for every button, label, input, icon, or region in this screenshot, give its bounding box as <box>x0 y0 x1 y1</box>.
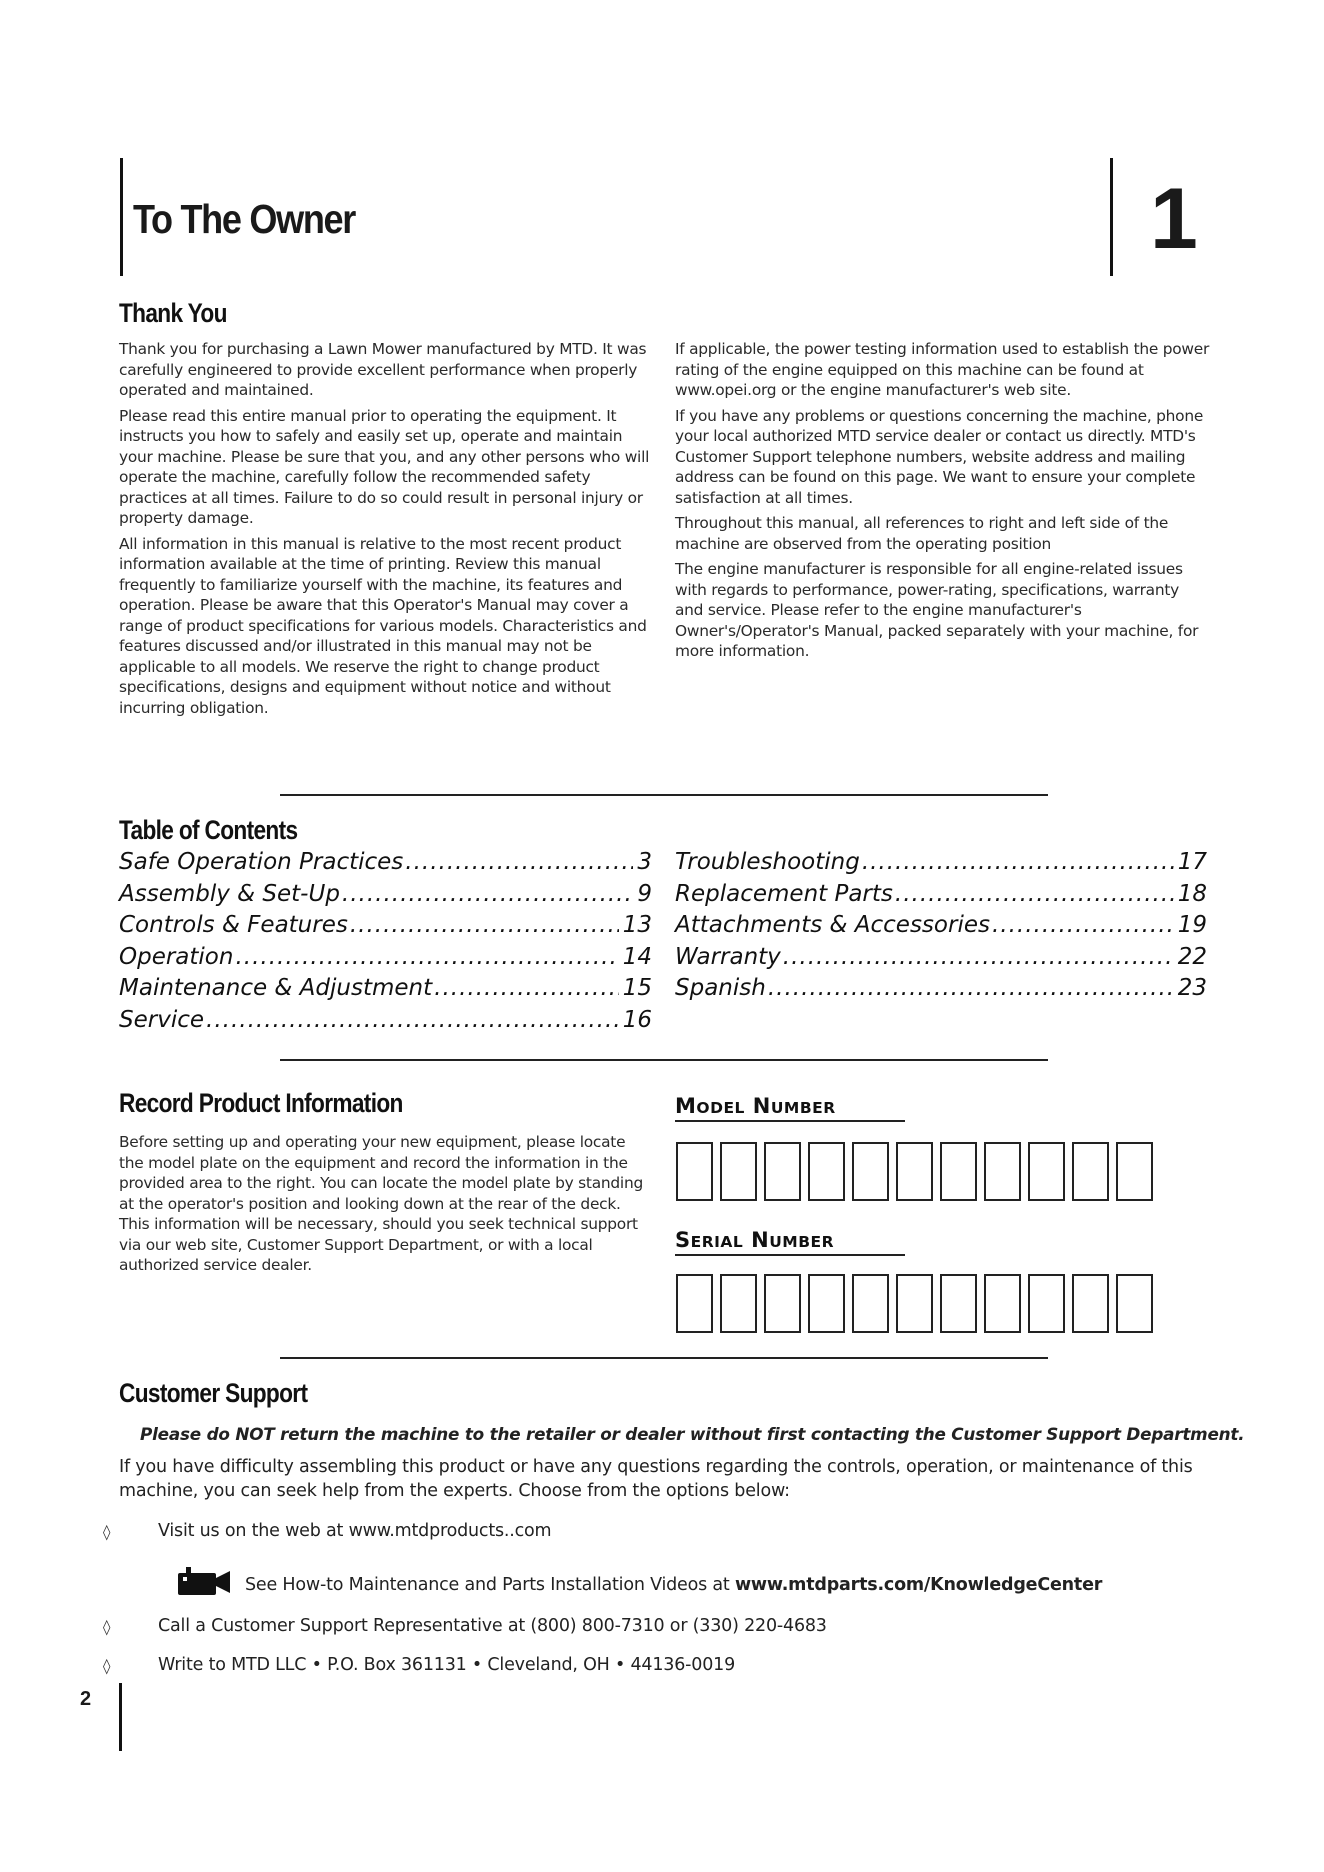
serial-label-cap: S <box>675 1228 691 1252</box>
thank-you-paragraph: If applicable, the power testing information used to establish the power rating of the engine equipped on this machine can be found at www.opei.org or the engine manufacturer's web site. <box>675 340 1210 399</box>
support-video-line <box>245 1575 1102 1595</box>
thank-you-paragraph: Please read this entire manual prior to operating the equipment. It instructs you how to safely and easily set up, operate and maintain your machine. Please be sure that you, and any other persons who will operate the machine, carefully follow the recommended safety practices at all times. Failure to do so could result in personal injury or property damage. <box>119 406 650 527</box>
serial-digit-box[interactable] <box>1028 1274 1065 1333</box>
toc-entry-page: 18 <box>1177 880 1207 907</box>
toc-entry[interactable] <box>675 847 1207 879</box>
serial-digit-box[interactable] <box>984 1274 1021 1333</box>
toc-entry-title: Spanish <box>675 975 766 1001</box>
toc-entry[interactable] <box>675 942 1207 974</box>
serial-digit-box[interactable] <box>808 1274 845 1333</box>
section-divider <box>280 1059 1048 1061</box>
thank-you-paragraph: The engine manufacturer is responsible for all engine-related issues with regards to performance, power-rating, specifications, warranty and service. Please refer to the engine manufacturer's Owner's/Operator's Manual, packed separately with your machine, for more information. <box>675 560 1199 660</box>
toc-leader <box>434 973 619 1005</box>
toc-left-column <box>119 847 652 1036</box>
toc-entry-title: Safe Operation Practices <box>119 849 404 875</box>
footer-bar <box>119 1683 122 1751</box>
toc-entry-page: 17 <box>1177 849 1207 875</box>
thank-you-heading: Thank You <box>119 298 227 328</box>
toc-entry-page: 22 <box>1177 943 1207 970</box>
model-digit-box[interactable] <box>984 1142 1021 1201</box>
model-digit-box[interactable] <box>1028 1142 1065 1201</box>
video-camera-icon <box>178 1567 238 1595</box>
model-digit-box[interactable] <box>1116 1142 1153 1201</box>
model-label-cap: N <box>752 1094 771 1118</box>
model-digit-box[interactable] <box>896 1142 933 1201</box>
thank-you-paragraph: If you have any problems or questions concerning the machine, phone your local authorized MTD service dealer or contact us directly. MTD's Customer Support telephone numbers, website address and mailing address can be found on this page. We want to ensure your complete satisfaction at all times. <box>675 406 1204 507</box>
serial-digit-box[interactable] <box>940 1274 977 1333</box>
page-number: 2 <box>80 1688 92 1710</box>
thank-you-paragraph: Thank you for purchasing a Lawn Mower manufactured by MTD. It was carefully engineered to provide excellent performance when properly operated and maintained. <box>119 340 647 399</box>
toc-leader <box>862 847 1174 879</box>
toc-entry-title: Warranty <box>675 943 781 970</box>
toc-entry-title: Maintenance & Adjustment <box>119 975 433 1001</box>
support-warning: Please do NOT return the machine to the retailer or dealer without first contacting the Customer Support Department. <box>140 1424 1245 1444</box>
chapter-right-bar <box>1110 158 1113 276</box>
support-heading: Customer Support <box>119 1378 308 1408</box>
model-digit-box[interactable] <box>676 1142 713 1201</box>
toc-leader <box>342 879 633 911</box>
section-divider <box>280 794 1048 796</box>
toc-entry[interactable] <box>119 973 652 1005</box>
model-number-label <box>675 1094 905 1122</box>
bullet-diamond-icon: ◊ <box>103 1618 111 1636</box>
thank-you-right-column <box>675 339 1210 667</box>
serial-digit-box[interactable] <box>1116 1274 1153 1333</box>
chapter-title: To The Owner <box>133 196 356 242</box>
toc-leader <box>992 910 1174 942</box>
chapter-number: 1 <box>1150 171 1198 267</box>
toc-entry[interactable] <box>675 973 1207 1005</box>
record-body: Before setting up and operating your new equipment, please locate the model plate on the equipment and record the information in the provided area to the right. You can locate the model plate by standing at the operator's position and looking down at the rear of the deck. This information will be necessary, should you seek technical support via our web site, Customer Support Department, or with a local authorized service dealer. <box>119 1133 643 1274</box>
serial-digit-box[interactable] <box>896 1274 933 1333</box>
toc-leader <box>768 973 1174 1005</box>
section-divider <box>280 1357 1048 1359</box>
bullet-diamond-icon: ◊ <box>103 1657 111 1675</box>
toc-entry-title: Attachments & Accessories <box>675 912 990 938</box>
toc-entry-page: 3 <box>637 849 652 875</box>
model-label-rest: UMBER <box>770 1099 836 1117</box>
toc-entry[interactable] <box>675 910 1207 942</box>
model-digit-box[interactable] <box>808 1142 845 1201</box>
serial-digit-box[interactable] <box>1072 1274 1109 1333</box>
toc-entry[interactable] <box>675 879 1207 911</box>
serial-digit-box[interactable] <box>676 1274 713 1333</box>
video-text: See How-to Maintenance and Parts Installation Videos at <box>245 1575 735 1595</box>
toc-right-column <box>675 847 1207 1005</box>
toc-leader <box>206 1005 619 1037</box>
serial-digit-box[interactable] <box>764 1274 801 1333</box>
thank-you-left-column <box>119 339 654 723</box>
serial-label-rest: ERIAL <box>690 1233 744 1251</box>
record-heading: Record Product Information <box>119 1088 403 1118</box>
toc-entry-page: 9 <box>637 880 652 907</box>
serial-label-cap: N <box>751 1228 770 1252</box>
support-intro: If you have difficulty assembling this product or have any questions regarding the controls, operation, or maintenance of this machine, you can seek help from the experts. Choose from the options below: <box>119 1457 1193 1501</box>
support-option-web: Visit us on the web at www.mtdproducts..com <box>158 1521 552 1541</box>
toc-entry-title: Troubleshooting <box>675 849 860 875</box>
toc-entry-page: 13 <box>622 912 652 938</box>
toc-entry-title: Operation <box>119 943 234 970</box>
toc-leader <box>350 910 619 942</box>
serial-number-boxes[interactable] <box>676 1274 1153 1333</box>
toc-leader <box>783 942 1174 974</box>
support-option-call: Call a Customer Support Representative at (800) 800-7310 or (330) 220-4683 <box>158 1616 827 1636</box>
toc-entry-page: 19 <box>1177 912 1207 938</box>
toc-entry-page: 16 <box>622 1006 652 1033</box>
toc-entry-title: Service <box>119 1006 205 1033</box>
toc-entry-page: 15 <box>622 975 652 1001</box>
model-digit-box[interactable] <box>1072 1142 1109 1201</box>
model-digit-box[interactable] <box>764 1142 801 1201</box>
model-number-boxes[interactable] <box>676 1142 1153 1201</box>
toc-leader <box>895 879 1174 911</box>
model-label-rest: ODEL <box>696 1099 745 1117</box>
chapter-left-bar <box>120 158 123 276</box>
bullet-diamond-icon: ◊ <box>103 1523 111 1541</box>
toc-entry-page: 14 <box>622 943 652 970</box>
thank-you-paragraph: All information in this manual is relative to the most recent product information available at the time of printing. Review this manual frequently to familiarize yourself with the machine, its features and operation. Please be aware that this Operator's Manual may cover a range of product specifications for various models. Characteristics and features discussed and/or illustrated in this manual may not be applicable to all models. We reserve the right to change product specifications, designs and equipment without notice and without incurring obligation. <box>119 534 647 717</box>
toc-entry[interactable] <box>119 910 652 942</box>
toc-entry-title: Controls & Features <box>119 912 348 938</box>
model-digit-box[interactable] <box>852 1142 889 1201</box>
toc-entry-title: Assembly & Set-Up <box>119 880 340 907</box>
toc-entry[interactable] <box>119 879 652 911</box>
toc-leader <box>235 942 618 974</box>
toc-heading: Table of Contents <box>119 815 298 845</box>
toc-leader <box>405 847 633 879</box>
toc-entry[interactable] <box>119 942 652 974</box>
thank-you-paragraph: Throughout this manual, all references to right and left side of the machine are observed from the operating position <box>675 514 1169 553</box>
toc-entry-page: 23 <box>1177 975 1207 1001</box>
toc-entry[interactable] <box>119 1005 652 1037</box>
model-digit-box[interactable] <box>720 1142 757 1201</box>
knowledge-center-link[interactable]: www.mtdparts.com/KnowledgeCenter <box>734 1575 1103 1595</box>
serial-number-label <box>675 1228 905 1256</box>
serial-digit-box[interactable] <box>852 1274 889 1333</box>
model-label-cap: M <box>675 1094 697 1118</box>
serial-digit-box[interactable] <box>720 1274 757 1333</box>
support-option-write: Write to MTD LLC • P.O. Box 361131 • Cleveland, OH • 44136-0019 <box>158 1655 735 1675</box>
toc-entry-title: Replacement Parts <box>675 880 893 907</box>
toc-entry[interactable] <box>119 847 652 879</box>
model-digit-box[interactable] <box>940 1142 977 1201</box>
serial-label-rest: UMBER <box>769 1233 835 1251</box>
